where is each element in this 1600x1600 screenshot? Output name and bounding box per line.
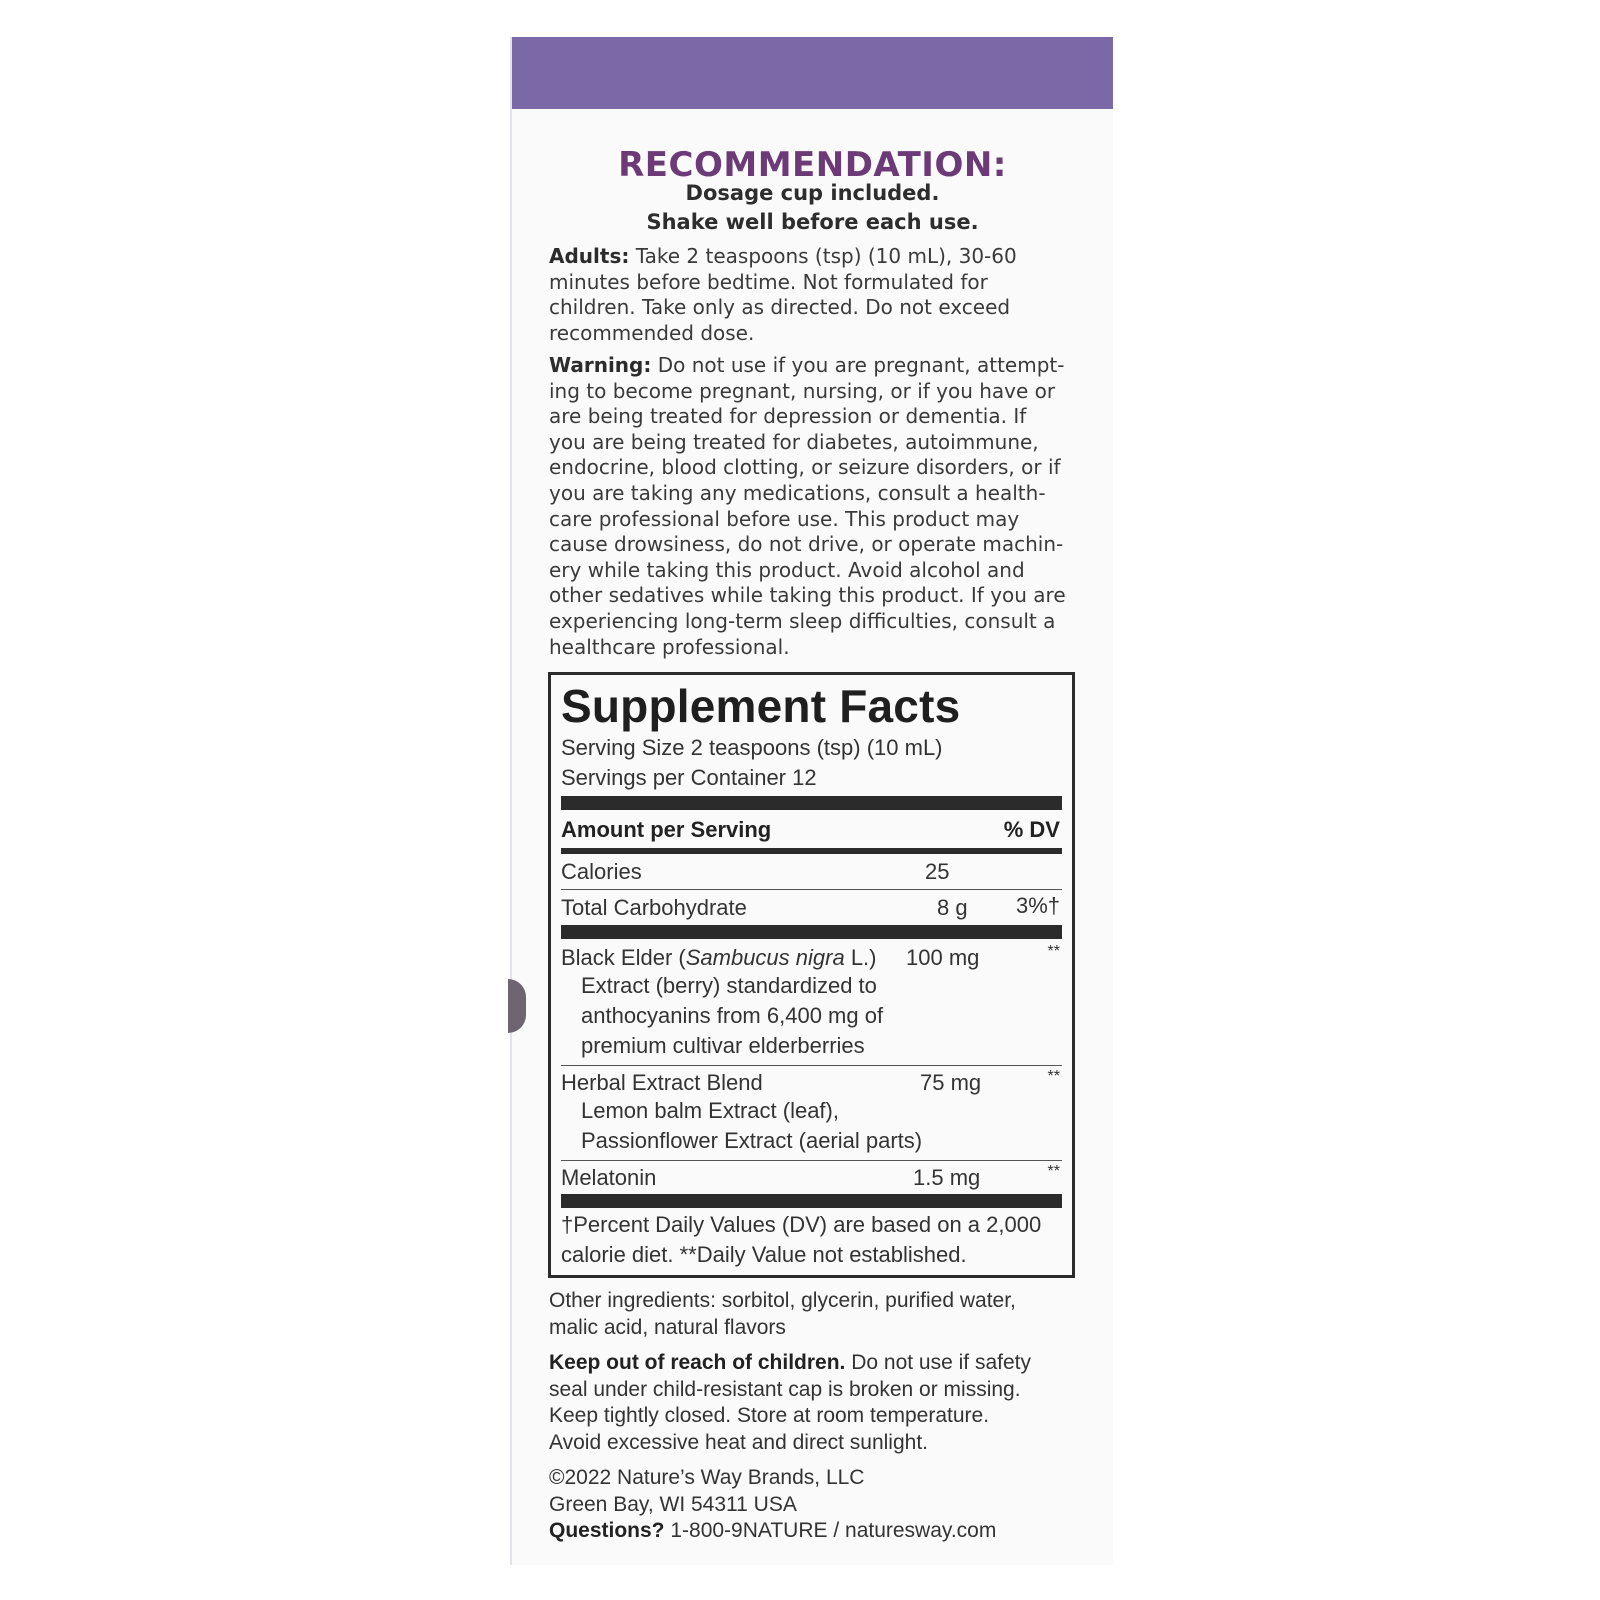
calories-label: Calories bbox=[561, 859, 642, 884]
keep-out-label: Keep out of reach of children. bbox=[549, 1351, 846, 1374]
supplement-facts-title: Supplement Facts bbox=[561, 680, 961, 732]
amount-per-serving-header: Amount per Serving bbox=[561, 817, 772, 842]
recommendation-title: RECOMMENDATION: bbox=[618, 145, 1007, 185]
adults-directions: Adults: Take 2 teaspoons (tsp) (10 mL), 30-60 minutes before bedtime. Not formulated for children. Take only as directed. Do not exceed recommended dose. bbox=[549, 244, 1017, 345]
supplement-facts-box bbox=[548, 672, 1075, 1278]
dv-header: % DV bbox=[1003, 817, 1060, 842]
contact-info: 1-800-9NATURE / naturesway.com bbox=[664, 1519, 997, 1542]
company-info bbox=[549, 1465, 1079, 1545]
black-elder-desc-3: premium cultivar elderberries bbox=[581, 1033, 865, 1058]
footnote-line-1: †Percent Daily Values (DV) are based on a 2,000 bbox=[561, 1212, 1042, 1237]
edge-notch bbox=[508, 979, 526, 1033]
herbal-blend-dv: ** bbox=[1047, 1068, 1060, 1085]
black-elder-label: Black Elder (Sambucus nigra L.) bbox=[561, 945, 877, 970]
copyright: ©2022 Nature’s Way Brands, LLC bbox=[549, 1466, 865, 1489]
keep-out-notice: Keep out of reach of children. Do not use if safety seal under child-resistant cap is broken or missing. Keep tightly closed. Store at room temperature. Avoid excessive heat and direct sunlight. bbox=[549, 1351, 1031, 1454]
row-divider bbox=[561, 1065, 1062, 1066]
servings-per-container: Servings per Container 12 bbox=[561, 765, 817, 790]
questions-label: Questions? bbox=[549, 1519, 665, 1542]
herbal-blend-label: Herbal Extract Blend bbox=[561, 1070, 763, 1095]
shake-note: Shake well before each use. bbox=[646, 210, 979, 234]
black-elder-amount: 100 mg bbox=[906, 945, 980, 970]
medium-rule bbox=[561, 848, 1062, 854]
black-elder-desc-1: Extract (berry) standardized to bbox=[581, 973, 877, 998]
herbal-blend-desc-2: Passionflower Extract (aerial parts) bbox=[581, 1128, 923, 1153]
address: Green Bay, WI 54311 USA bbox=[549, 1492, 797, 1516]
purple-top-band bbox=[512, 37, 1113, 109]
row-divider bbox=[561, 889, 1062, 890]
footnote-line-2: calorie diet. **Daily Value not established. bbox=[561, 1242, 967, 1267]
dosage-cup-note: Dosage cup included. bbox=[685, 181, 940, 205]
row-divider bbox=[561, 1160, 1062, 1161]
melatonin-dv: ** bbox=[1047, 1163, 1060, 1180]
thick-rule bbox=[561, 1194, 1062, 1208]
serving-size: Serving Size 2 teaspoons (tsp) (10 mL) bbox=[561, 735, 943, 760]
calories-amount: 25 bbox=[925, 859, 950, 884]
black-elder-desc-2: anthocyanins from 6,400 mg of bbox=[581, 1003, 884, 1028]
herbal-blend-desc-1: Lemon balm Extract (leaf), bbox=[581, 1098, 839, 1123]
melatonin-amount: 1.5 mg bbox=[913, 1165, 981, 1190]
total-carb-dv: 3%† bbox=[1015, 893, 1060, 918]
total-carb-label: Total Carbohydrate bbox=[561, 895, 747, 920]
thick-rule bbox=[561, 925, 1062, 939]
black-elder-dv: ** bbox=[1047, 943, 1060, 960]
total-carb-amount: 8 g bbox=[937, 895, 968, 920]
warning-text: Warning: Do not use if you are pregnant, attempt- ing to become pregnant, nursing, or if you have or are being treated for depression or dementia. If you are being treated for diabetes, autoimmune, endocrine, blood clotting, or seizure disorders, or if you are taking any medications, consult a health- care professional before use. This product may cause drowsiness, do not drive, or operate machin- ery while taking this product. Avoid alcohol and other sedatives while taking this product. If you are experiencing long-term sleep difficulties, consult a healthcare professional. bbox=[549, 353, 1066, 659]
product-label-panel bbox=[510, 37, 1113, 1565]
thick-rule bbox=[561, 796, 1062, 810]
melatonin-label: Melatonin bbox=[561, 1165, 657, 1190]
herbal-blend-amount: 75 mg bbox=[920, 1070, 982, 1095]
adults-label: Adults: bbox=[549, 244, 630, 268]
other-ingredients: Other ingredients: sorbitol, glycerin, purified water, malic acid, natural flavors bbox=[549, 1289, 1016, 1339]
warning-label: Warning: bbox=[549, 353, 652, 377]
